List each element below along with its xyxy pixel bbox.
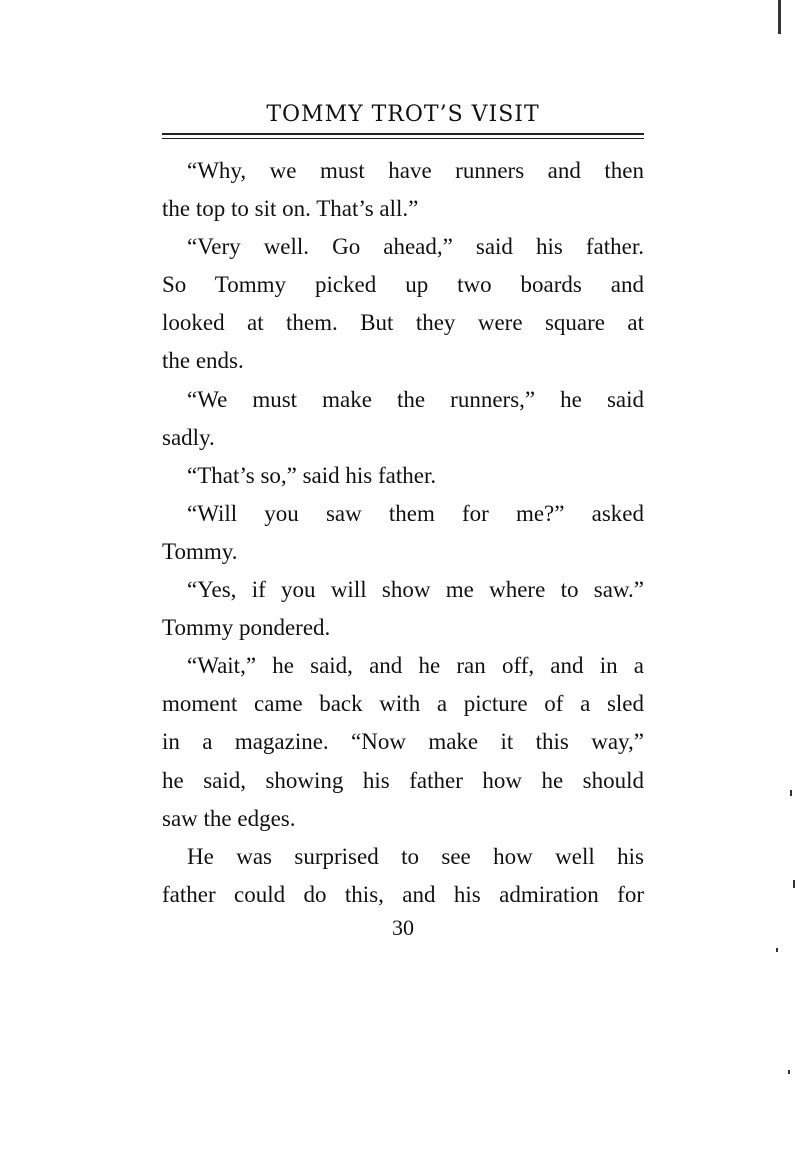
text-line: the top to sit on. That’s all.” [162, 196, 419, 222]
text-line: father could do this, and his admiration for [162, 881, 644, 907]
text-line: Tommy. [162, 538, 238, 564]
text-line: saw the edges. [162, 805, 296, 831]
text-line: “We must make the runners,” he said [187, 386, 644, 412]
body-text [162, 152, 644, 914]
scan-edge-mark [790, 790, 792, 796]
header-rule-thin [162, 138, 644, 139]
page-number: 30 [392, 915, 414, 940]
text-line: “Very well. Go ahead,” said his father. [187, 234, 644, 260]
scan-edge-mark [788, 1070, 790, 1074]
text-line: “Yes, if you will show me where to saw.” [187, 577, 644, 603]
text-line: he said, showing his father how he should [162, 767, 644, 793]
text-line: So Tommy picked up two boards and [162, 272, 644, 298]
text-line: “That’s so,” said his father. [187, 462, 437, 488]
text-line: the ends. [162, 348, 244, 374]
text-line: “Will you saw them for me?” asked [187, 500, 644, 526]
text-line: He was surprised to see how well his [187, 843, 644, 869]
text-line: “Why, we must have runners and then [187, 158, 644, 183]
scan-edge-mark [793, 880, 795, 888]
text-line: “Wait,” he said, and he ran off, and in a [187, 653, 644, 679]
scan-edge-mark [778, 0, 781, 34]
text-line: sadly. [162, 424, 215, 450]
text-line: moment came back with a picture of a sled [162, 691, 644, 717]
text-line: Tommy pondered. [162, 615, 331, 641]
scan-edge-mark [776, 948, 778, 952]
header-rule-thick [162, 133, 644, 135]
text-line: in a magazine. “Now make it this way,” [162, 729, 644, 755]
running-header: TOMMY TROT’S VISIT [266, 102, 540, 127]
text-line: looked at them. But they were square at [162, 310, 644, 336]
